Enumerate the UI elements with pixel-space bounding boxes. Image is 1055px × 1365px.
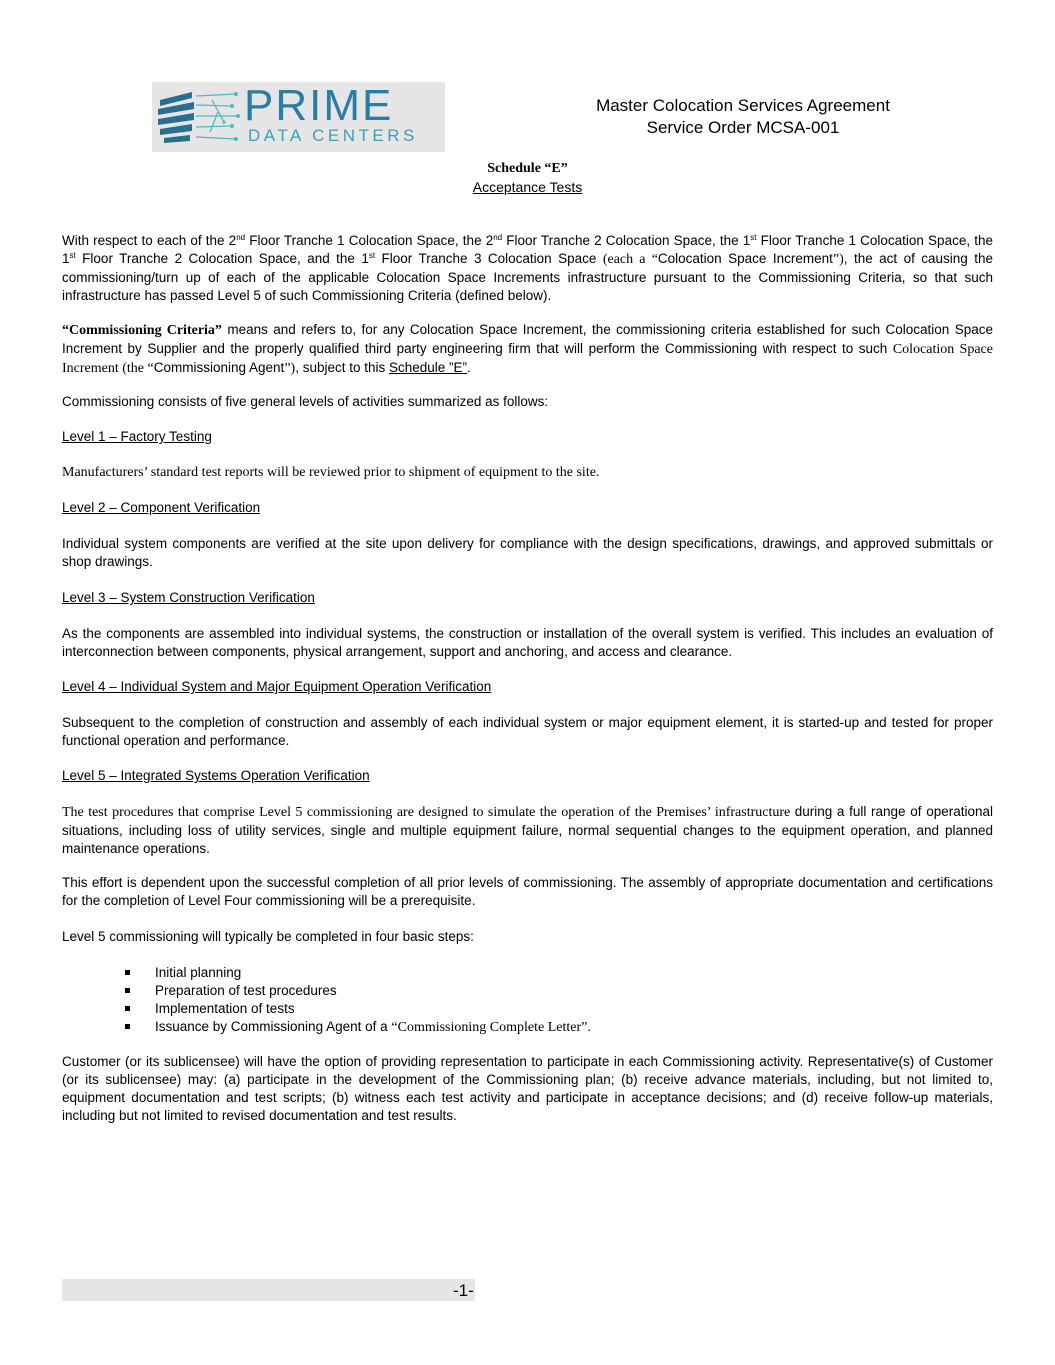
intro-text: ”) — [832, 252, 844, 267]
intro-text: , the act of causing the commissioning/turn up of each of the applicable Colocation Space Increments infrastructure pursuant to the Commissioning Criteria, so that such infrastructure has passed Level 5 of such Commissioning Criteria (defined below). — [62, 251, 994, 303]
level-3-text: As the components are assembled into individual systems, the construction or installation of the overall system is verified. This includes an evaluation of interconnection between components, physical arrangement, support and anchoring, and access and clearance. — [62, 626, 993, 659]
company-logo — [152, 82, 445, 152]
customer-paragraph: Customer (or its sublicensee) will have the option of providing representation to participate in each Commissioning activity. Representative(s) of Customer (or its sublicensee) may: (a) participate in the development of the Commissioning plan; (b) receive advance materials, including, but not limited to, equipment documentation and test scripts; (b) witness each test activity and participate in acceptance decisions; and (d) receive follow-up materials, including but not limited to revised documentation and test results. — [62, 1054, 993, 1123]
level-5-text-sans: during a full range of operational situations, including loss of utility services, single and multiple equipment failure, normal sequential changes to the equipment operation, and planned maintenance operations. — [62, 804, 993, 856]
intro-text: Floor Tranche 1 Colocation Space, the 1 — [62, 233, 993, 266]
criteria-text: , subject to this — [295, 360, 389, 375]
step-letter-name: “Commissioning Complete Letter”. — [391, 1020, 591, 1035]
list-item — [125, 1018, 591, 1037]
document-title: Master Colocation Services Agreement — [596, 96, 890, 115]
level-1-text: Manufacturers’ standard test reports will be reviewed prior to shipment of equipment to the site. — [62, 465, 600, 480]
data-center-stripes-icon — [152, 82, 244, 152]
intro-text: (each a “ — [602, 252, 658, 267]
level-5-heading: Level 5 – Integrated Systems Operation Verification — [62, 768, 370, 783]
list-item: Implementation of tests — [125, 1000, 591, 1018]
criteria-text: Colocation Space Increment (the “ — [62, 342, 993, 376]
level-2-heading: Level 2 – Component Verification — [62, 500, 261, 515]
effort-paragraph: This effort is dependent upon the successful completion of all prior levels of commissioning. The assembly of appropriate documentation and certifications for the completion of Level Four commissioning will be a prerequisite. — [62, 875, 993, 908]
criteria-text: means and refers to, for any Colocation Space Increment, the commissioning criteria established for such Colocation Space Increment by Supplier and the properly qualified third party engineering firm that will perform the Commissioning with respect to such — [62, 322, 993, 356]
schedule-subtitle: Acceptance Tests — [472, 179, 583, 195]
intro-text: Floor Tranche 2 Colocation Space, and the 1 — [75, 251, 369, 266]
intro-text: Floor Tranche 1 Colocation Space, the 2 — [245, 233, 494, 248]
footer-bar — [62, 1279, 475, 1301]
level-4-heading: Level 4 – Individual System and Major Equipment Operation Verification — [62, 679, 492, 694]
level-5-text — [62, 803, 993, 858]
defined-term: Commissioning Agent — [153, 360, 285, 375]
defined-term: Colocation Space Increment — [657, 251, 833, 266]
criteria-paragraph — [62, 321, 993, 378]
logo-tagline: DATA CENTERS — [248, 126, 418, 145]
level-4-text: Subsequent to the completion of construction and assembly of each individual system or major equipment element, it is started-up and tested for proper functional operation and performance. — [62, 715, 993, 748]
ordinal-suffix: st — [69, 251, 76, 260]
schedule-reference: Schedule ”E” — [389, 360, 468, 375]
steps-intro: Level 5 commissioning will typically be completed in four basic steps: — [62, 929, 474, 944]
ordinal-suffix: nd — [493, 233, 503, 242]
level-1-heading: Level 1 – Factory Testing — [62, 429, 212, 444]
ordinal-suffix: st — [368, 251, 376, 260]
intro-text: Floor Tranche 3 Colocation Space — [375, 251, 603, 266]
levels-intro: Commissioning consists of five general levels of activities summarized as follows: — [62, 394, 549, 409]
intro-text: With respect to each of the 2 — [62, 233, 237, 248]
step-text: Issuance by Commissioning Agent of a — [155, 1019, 392, 1034]
steps-list — [125, 964, 591, 1037]
ordinal-suffix: st — [750, 233, 757, 242]
page-number: -1- — [453, 1281, 474, 1300]
logo-wordmark: PRIME — [244, 81, 394, 130]
schedule-title: Schedule “E” — [487, 161, 568, 176]
intro-text: Floor Tranche 2 Colocation Space, the 1 — [502, 233, 751, 248]
level-5-text-serif: The test procedures that comprise Level 5 commissioning are designed to simulate the operation of the Premises’ infrastructure — [62, 805, 795, 820]
ordinal-suffix: nd — [236, 233, 246, 242]
level-2-text: Individual system components are verified at the site upon delivery for compliance with the design specifications, drawings, and approved submittals or shop drawings. — [62, 536, 993, 569]
document-subtitle: Service Order MCSA-001 — [646, 118, 840, 137]
list-item: Preparation of test procedures — [125, 982, 591, 1000]
criteria-text: . — [467, 360, 471, 375]
list-item: Initial planning — [125, 964, 591, 982]
level-3-heading: Level 3 – System Construction Verification — [62, 590, 315, 605]
criteria-term: “Commissioning Criteria” — [62, 323, 222, 338]
intro-paragraph — [62, 232, 993, 305]
criteria-text: ”) — [284, 361, 296, 376]
